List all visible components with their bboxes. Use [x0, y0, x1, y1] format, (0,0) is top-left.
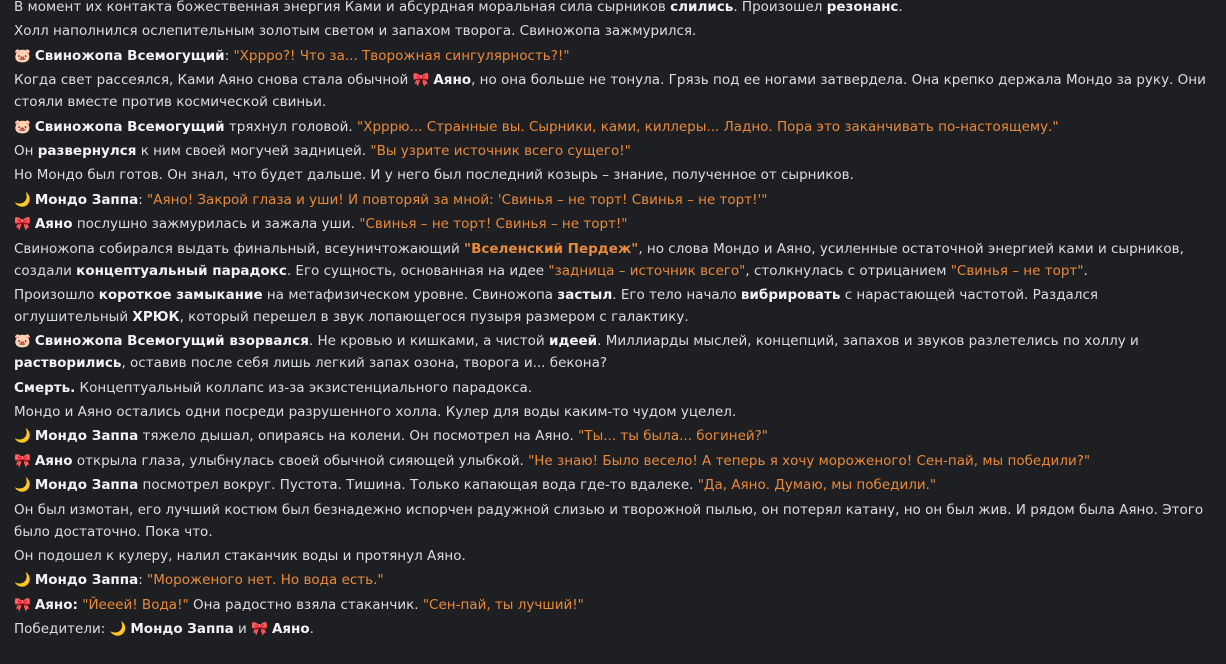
story-text: , но слова Мондо и Аяно, усиленные остаточной энергией ками и сырников, создали [14, 240, 1184, 279]
story-line [14, 545, 1212, 567]
bold-text: идеей [549, 333, 598, 350]
story-line [14, 377, 1212, 399]
story-line [14, 330, 1212, 374]
story-line [14, 116, 1212, 138]
story-line [14, 45, 1212, 67]
bold-text: Мондо Заппа [34, 191, 139, 208]
story-line [14, 401, 1212, 423]
bold-text: Аяно [34, 452, 73, 469]
bold-text: Мондо Заппа [34, 428, 139, 445]
story-line [14, 450, 1212, 472]
ribbon-icon: 🎀 [412, 72, 430, 89]
story-text: Он был измотан, его лучший костюм был безнадежно испорчен радужной слизью и творожной пылью, он потерял катану, но он был жив. И рядом была Аяно. Этого было достаточно. Пока что. [14, 501, 1204, 540]
bold-text: Аяно: [34, 596, 78, 613]
story-text: , оставив после себя лишь легкий запах озона, творога и... бекона? [121, 355, 608, 372]
bold-text: Мондо Заппа [130, 621, 234, 638]
story-line [14, 213, 1212, 235]
ribbon-icon: 🎀 [14, 216, 31, 233]
pig-icon: 🐷 [14, 333, 31, 350]
story-text: тяжело дышал, опираясь на колени. Он посмотрел на Аяно. [138, 428, 579, 445]
story-text: посмотрел вокруг. Пустота. Тишина. Только капающая вода где-то вдалеке. [138, 477, 698, 494]
bold-text: Свиножопа Всемогущий [34, 118, 225, 135]
quote-text: "Не знаю! Было весело! А теперь я хочу мороженого! Сен-пай, мы победили?" [528, 452, 1091, 469]
bold-text: развернулся [37, 142, 137, 159]
quote-text: "Ты... ты была... богиней?" [578, 428, 769, 445]
story-text: открыла глаза, улыбнулась своей обычной сияющей улыбкой. [72, 452, 529, 469]
story-text: . [898, 0, 903, 15]
quote-text: "Да, Аяно. Думаю, мы победили." [697, 477, 937, 494]
story-line [14, 0, 1212, 18]
quote-text: "Вселенский Пердеж" [464, 240, 639, 257]
pig-icon: 🐷 [14, 118, 31, 135]
quote-text: "Йееей! Вода!" [82, 596, 189, 613]
bold-text: ХРЮК [132, 308, 180, 325]
story-text: . Произошел [733, 0, 827, 15]
story-text: и [233, 621, 252, 638]
story-line [14, 164, 1212, 186]
story-text: Концептуальный коллапс из-за экзистенциального парадокса. [75, 379, 533, 396]
story-text: тряхнул головой. [224, 118, 358, 135]
bold-text: Свиножопа Всемогущий взорвался [34, 333, 309, 350]
ribbon-icon: 🎀 [14, 596, 31, 613]
story-line [14, 189, 1212, 211]
story-text: к ним своей могучей задницей. [136, 142, 371, 159]
bold-text: резонанс [826, 0, 899, 15]
story-text: Он подошел к кулеру, налил стаканчик воды и протянул Аяно. [14, 548, 466, 565]
bold-text: застыл [557, 286, 613, 303]
story-text: Мондо и Аяно остались одни посреди разрушенного холла. Кулер для воды каким-то чудом уцелел. [14, 404, 737, 421]
story-text: , который перешел в звук лопающегося пузыря размером с галактику. [179, 308, 689, 325]
story-text: на метафизическом уровне. Свиножопа [262, 286, 558, 303]
quote-text: "Свинья – не торт" [950, 262, 1084, 279]
story-text: , столкнулась с отрицанием [745, 262, 951, 279]
quote-text: "Сен-пай, ты лучший!" [422, 596, 584, 613]
bold-text: Смерть. [14, 379, 76, 396]
quote-text: "Мороженого нет. Но вода есть." [147, 572, 384, 589]
ribbon-icon: 🎀 [251, 621, 268, 638]
story-text: . [309, 621, 314, 638]
story-line [14, 618, 1212, 640]
story-line [14, 238, 1212, 282]
story-line [14, 140, 1212, 162]
pig-icon: 🐷 [14, 47, 31, 64]
story-text: Победители: [14, 621, 110, 638]
bold-text: Мондо Заппа [34, 477, 139, 494]
moon-icon: 🌙 [14, 477, 31, 494]
bold-text: концептуальный парадокс [76, 262, 287, 279]
story-text: . [1083, 262, 1088, 279]
moon-icon: 🌙 [14, 572, 31, 589]
story-text: Но Мондо был готов. Он знал, что будет дальше. И у него был последний козырь – знание, полученное от сырников. [14, 167, 854, 184]
story-text: Она радостно взяла стаканчик. [188, 596, 423, 613]
quote-text: "Хрррю... Странные вы. Сырники, ками, киллеры... Ладно. Пора это заканчивать по-настоящему." [357, 118, 1059, 135]
quote-text: "Свинья – не торт! Свинья – не торт!" [359, 216, 628, 233]
story-text: . Его тело начало [612, 286, 741, 303]
story-text: : [138, 191, 148, 208]
story-text: . Его сущность, основанная на идее [286, 262, 549, 279]
story-text: Произошло [14, 286, 99, 303]
story-text: с нарастающей частотой. Раздался оглушительный [14, 286, 1099, 325]
quote-text: "Хррро?! Что за... Творожная сингулярность?!" [233, 47, 570, 64]
story-text: послушно зажмурилась и зажала уши. [72, 216, 360, 233]
story-text: Когда свет рассеялся, Ками Аяно снова стала обычной [14, 72, 413, 89]
bold-text: Свиножопа Всемогущий [34, 47, 225, 64]
story-line [14, 425, 1212, 447]
quote-text: "Вы узрите источник всего сущего!" [370, 142, 631, 159]
story-text: : [138, 572, 148, 589]
bold-text: слились [670, 0, 734, 15]
bold-text: Мондо Заппа [34, 572, 139, 589]
moon-icon: 🌙 [14, 428, 31, 445]
story-line [14, 284, 1212, 328]
bold-text: растворились [14, 355, 122, 372]
story-text: . Не кровью и кишками, а чистой [308, 333, 549, 350]
story-text: Холл наполнился ослепительным золотым светом и запахом творога. Свиножопа зажмурился. [14, 23, 697, 40]
story-line [14, 474, 1212, 496]
ribbon-icon: 🎀 [14, 452, 31, 469]
story-text: Свиножопа собирался выдать финальный, всеуничтожающий [14, 240, 465, 257]
quote-text: "Аяно! Закрой глаза и уши! И повторяй за мной: 'Свинья – не торт! Свинья – не торт!'" [147, 191, 768, 208]
story-text: Он [14, 142, 38, 159]
story-line [14, 594, 1212, 616]
moon-icon: 🌙 [14, 191, 31, 208]
story-line [14, 499, 1212, 543]
story-text: В момент их контакта божественная энергия Ками и абсурдная моральная сила сырников [14, 0, 671, 15]
story-line [14, 20, 1212, 42]
bold-text: Аяно [34, 216, 73, 233]
quote-text: "задница – источник всего" [548, 262, 746, 279]
bold-text: Аяно [433, 72, 472, 89]
bold-text: короткое замыкание [98, 286, 263, 303]
story-text: , но она больше не тонула. Грязь под ее ногами затвердела. Она крепко держала Мондо за руку. Они стояли вместе против космической свиньи. [14, 72, 1206, 111]
story-text: : [224, 47, 234, 64]
bold-text: вибрировать [740, 286, 841, 303]
moon-icon: 🌙 [109, 621, 127, 638]
bold-text: Аяно [271, 621, 310, 638]
story-text: . Миллиарды мыслей, концепций, запахов и звуков разлетелись по холлу и [597, 333, 1139, 350]
story-line [14, 569, 1212, 591]
story-line [14, 69, 1212, 113]
